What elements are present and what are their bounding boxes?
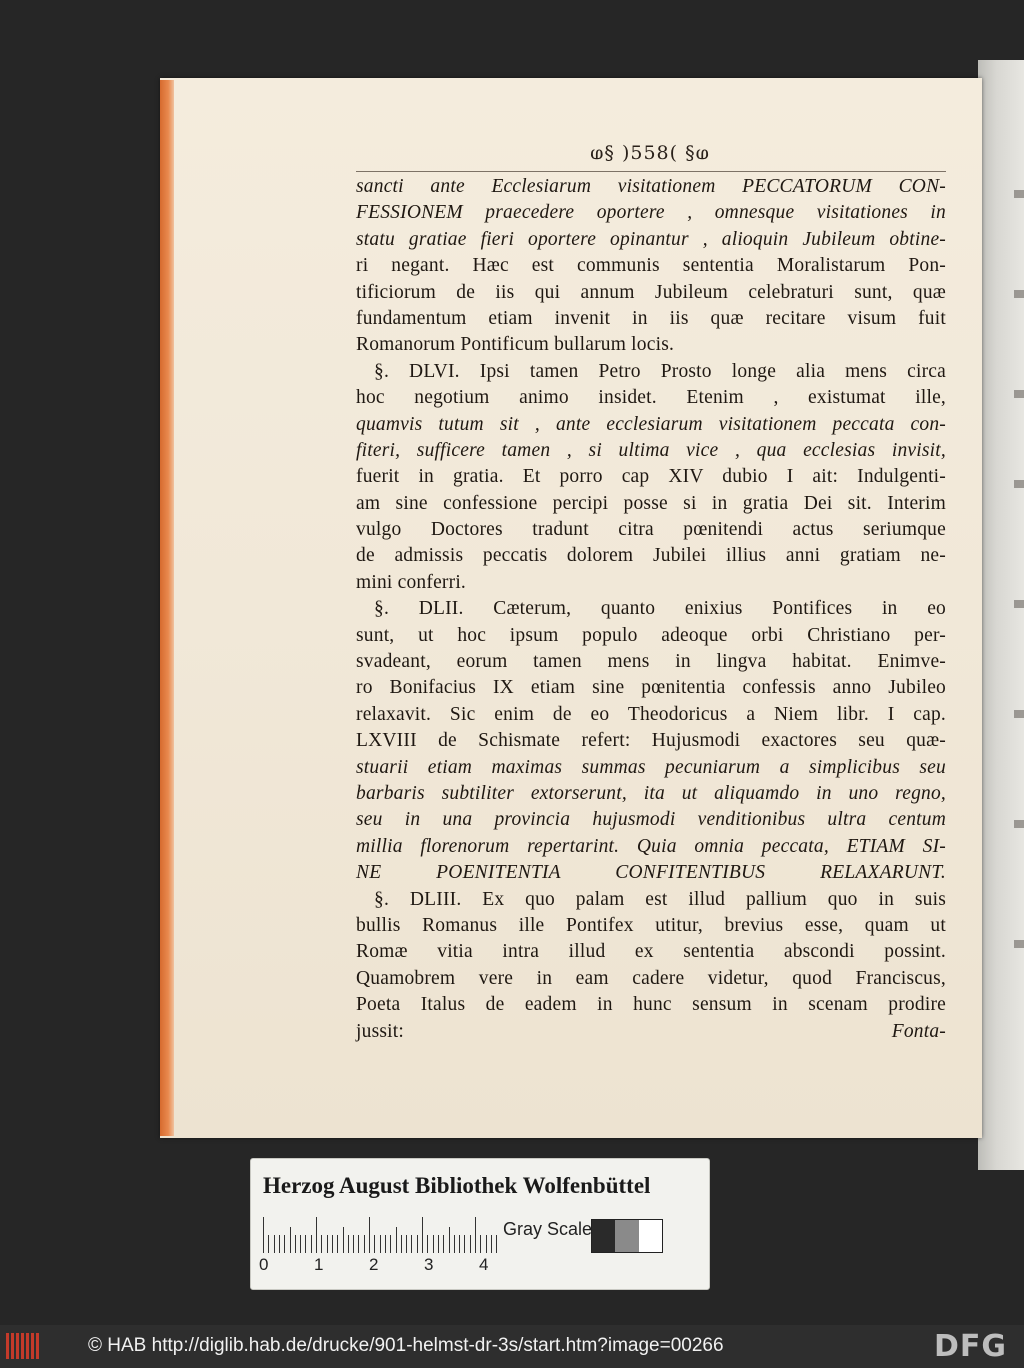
ruler-tick [343,1227,344,1253]
text-line: hoc negotium animo insidet. Etenim , existumat ille, [356,387,946,409]
ruler-tick [438,1235,439,1253]
ruler-tick [417,1235,418,1253]
text-line: Romanorum Pontificum bullarum locis. [356,334,675,356]
ruler-tick [369,1217,370,1253]
ruler-number: 0 [259,1255,269,1274]
text-line: jussit: [356,1020,404,1042]
text-line: bullis Romanus ille Pontifex utitur, brevius esse, quam ut [356,914,946,936]
text-line: fiteri, sufficere tamen , si ultima vice , qua ecclesias invisit, [356,439,946,461]
ruler-tick [411,1235,412,1253]
ruler-tick [443,1235,444,1253]
text-line: FESSIONEM praecedere oportere , omnesque visitationes in [356,202,946,224]
section-start-line: §. DLVI. Ipsi tamen Petro Prosto longe alia mens circa [374,360,946,382]
ruler-tick [348,1235,349,1253]
ruler-tick [305,1235,306,1253]
text-line: svadeant, eorum tamen mens in lingva habitat. Enimve- [356,651,946,673]
ruler-tick [459,1235,460,1253]
ruler-tick [316,1217,317,1253]
ruler-tick [422,1217,423,1253]
ruler-number: 3 [424,1255,434,1274]
ruler-tick [332,1235,333,1253]
ruler-tick [480,1235,481,1253]
ruler-tick [491,1235,492,1253]
text-line: vulgo Doctores tradunt citra pœnitendi actus seriumque [356,519,946,541]
ruler-tick [321,1235,322,1253]
ruler-tick [396,1227,397,1253]
text-line: ro Bonifacius IX etiam sine pœnitentia confessis anno Jubileo [356,677,946,699]
ruler-tick [268,1235,269,1253]
gray-swatch-white [639,1220,662,1252]
ruler-tick [284,1235,285,1253]
text-line: fuerit in gratia. Et porro cap XIV dubio I ait: Indulgenti- [356,466,946,488]
dfg-logo: DFG [934,1329,1008,1364]
scale-ruler [263,1215,493,1253]
ruler-tick [274,1235,275,1253]
text-line: NE POENITENTIA CONFITENTIBUS RELAXARUNT. [356,862,946,884]
text-line: Quamobrem vere in eam cadere videtur, quod Franciscus, [356,967,946,989]
gray-scale-swatches [591,1219,663,1253]
ruler-tick [327,1235,328,1253]
gray-scale-label: Gray Scale [503,1219,593,1239]
ruler-tick [353,1235,354,1253]
ruler-tick [385,1235,386,1253]
facing-page-edge [978,60,1024,1170]
text-line: sancti ante Ecclesiarum visitationem PECCATORUM CON- [356,176,946,197]
text-line: LXVIII de Schismate refert: Hujusmodi exactores seu quæ- [356,730,946,752]
page-edge-stain [160,80,174,1136]
page-header-ornament: ⱷ§ )558( §ⱷ [590,142,710,164]
ruler-tick [401,1235,402,1253]
text-line: seu in una provincia hujusmodi venditionibus ultra centum [356,809,946,831]
ruler-tick [374,1235,375,1253]
ruler-tick [449,1227,450,1253]
gray-swatch-mid [615,1220,638,1252]
text-line: am sine confessione percipi posse si in gratia Dei sit. Interim [356,492,946,514]
text-line: tificiorum de iis qui annum Jubileum celebraturi sunt, quæ [356,281,946,303]
header-rule [356,171,946,172]
page-text [356,174,946,1045]
gray-swatch-dark [592,1220,615,1252]
text-line: de admissis peccatis dolorem Jubilei illius anni gratiam ne- [356,545,946,567]
ruler-tick [486,1235,487,1253]
text-line: stuarii etiam maximas summas pecuniarum a simplicibus seu [356,756,946,778]
text-line: quamvis tutum sit , ante ecclesiarum visitationem peccata con- [356,413,946,435]
text-line: ri negant. Hæc est communis sententia Moralistarum Pon- [356,255,946,277]
ruler-tick [406,1235,407,1253]
ruler-tick [337,1235,338,1253]
text-line: fundamentum etiam invenit in iis quæ recitare visum fuit [356,307,946,329]
catchword: Fonta- [891,1020,946,1042]
ruler-tick [358,1235,359,1253]
text-line: statu gratiae fieri oportere opinantur , alioquin Jubileum obtine- [356,228,946,250]
ruler-number: 4 [479,1255,489,1274]
ruler-tick [433,1235,434,1253]
ruler-tick [496,1235,497,1253]
ruler-tick [380,1235,381,1253]
library-color-card [250,1158,710,1290]
text-line: sunt, ut hoc ipsum populo adeoque orbi Christiano per- [356,624,946,646]
ruler-number: 1 [314,1255,324,1274]
ruler-tick [311,1235,312,1253]
ruler-tick [364,1235,365,1253]
text-line: millia florenorum repertarint. Quia omnia peccata, ETIAM SI- [356,835,946,857]
text-line: Poeta Italus de eadem in hunc sensum in scenam prodire [356,994,946,1016]
ruler-tick [464,1235,465,1253]
ruler-tick [475,1217,476,1253]
ruler-tick [300,1235,301,1253]
ruler-tick [427,1235,428,1253]
ruler-tick [295,1235,296,1253]
text-line: relaxavit. Sic enim de eo Theodoricus a Niem libr. I cap. [356,703,946,725]
ruler-tick [390,1235,391,1253]
ruler-tick [290,1227,291,1253]
hab-logo-icon [6,1333,42,1359]
ruler-number: 2 [369,1255,379,1274]
text-line: barbaris subtiliter extorserunt, ita ut aliquamdo in uno regno, [356,782,946,804]
ruler-tick [454,1235,455,1253]
viewer-footer [0,1325,1024,1368]
ruler-numbers [259,1255,499,1275]
section-start-line: §. DLIII. Ex quo palam est illud pallium quo in suis [374,888,946,910]
section-start-line: §. DLII. Cæterum, quanto enixius Pontifices in eo [374,598,946,620]
library-name: Herzog August Bibliothek Wolfenbüttel [263,1173,651,1198]
ruler-tick [279,1235,280,1253]
ruler-tick [263,1217,264,1253]
text-line: mini conferri. [356,571,467,593]
copyright-url[interactable]: © HAB http://diglib.hab.de/drucke/901-helmst-dr-3s/start.htm?image=00266 [88,1335,724,1356]
ruler-tick [470,1235,471,1253]
text-line: Romæ vitia intra illud ex sententia abscondi possint. [356,941,946,963]
